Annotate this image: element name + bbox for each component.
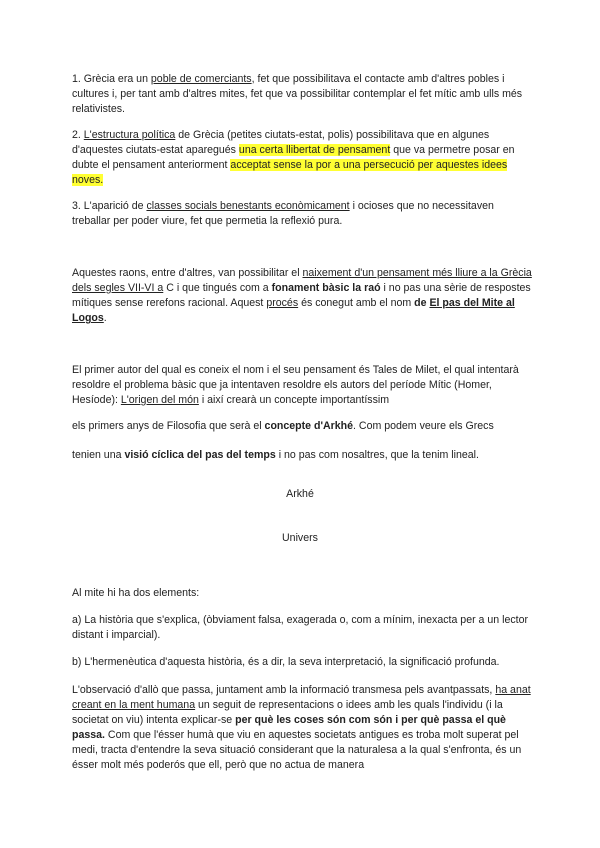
underlined-phrase: ha anat creant en la ment humana	[72, 684, 531, 711]
bold-phrase: fonament bàsic la raó	[271, 282, 381, 294]
bold-underlined-phrase: El pas del Mite al Logos	[72, 297, 515, 324]
paragraph-1: 1. Grècia era un poble de comerciants, fet que possibilitava el contacte amb d'altres pobles i cultures i, per tant amb d'altres mites, fet que va possibilitar contemplar el fet mític amb ulls més relativistes.	[72, 73, 523, 115]
bold-phrase: concepte d'Arkhé	[264, 420, 354, 432]
bold-phrase: per què les coses són com són i per què passa el què passa.	[72, 714, 506, 741]
paragraph-5: El primer autor del qual es coneix el nom i el seu pensament és Tales de Milet, el qual intentarà resoldre el problema bàsic que ja intentaven resoldre els autors del període Mític (Homer, Hesíode): L'origen del món i així crearà un concepte importantíssim	[72, 364, 519, 406]
highlighted-phrase: acceptat sense la por a una persecució per aquestes idees noves.	[72, 159, 508, 186]
highlighted-phrase: una certa llibertat de pensament	[238, 144, 391, 156]
paragraph-8: Al mite hi ha dos elements:	[72, 587, 200, 599]
underlined-phrase: poble de comerciants	[150, 73, 252, 85]
bold-phrase: visió cíclica del pas del temps	[124, 449, 276, 461]
underlined-phrase: naixement d'un pensament més lliure a la Grècia dels segles VII-VI a	[72, 267, 532, 294]
bold-phrase: de	[414, 297, 430, 309]
paragraph-10: b) L'hermenèutica d'aquesta història, és a dir, la seva interpretació, la significació profunda.	[72, 656, 500, 668]
paragraph-2: 2. L'estructura política de Grècia (petites ciutats-estat, polis) possibilitava que en algunes d'aquestes ciutats-estat aparegués una certa llibertat de pensament que va permetre posar en dubte el pensament anteriorment acceptat sense la por a una persecució per aquestes idees noves.	[72, 129, 515, 186]
paragraph-6: els primers anys de Filosofia que serà el concepte d'Arkhé. Com podem veure els Grecs	[72, 420, 494, 432]
paragraph-7: tenien una visió cíclica del pas del temps i no pas com nosaltres, que la tenim lineal.	[72, 449, 479, 461]
label-arkhe: Arkhé	[286, 488, 314, 500]
underlined-phrase: classes socials benestants econòmicament	[146, 200, 350, 212]
paragraph-9: a) La història que s'explica, (òbviament falsa, exagerada o, com a mínim, inexacta per a un lector distant i imparcial).	[72, 614, 529, 641]
label-univers: Univers	[282, 532, 318, 544]
underlined-phrase: L'estructura política	[83, 129, 176, 141]
underlined-phrase: procés	[266, 297, 299, 309]
paragraph-3: 3. L'aparició de classes socials benestants econòmicament i ocioses que no necessitaven treballar per poder viure, fet que permetia la reflexió pura.	[72, 200, 494, 227]
paragraph-11: L'observació d'allò que passa, juntament amb la informació transmesa pels avantpassats, ha anat creant en la ment humana un seguit de representacions o idees amb les quals l'individu (i la societat on viu) intenta explicar-se per què les coses són com són i per què passa el què passa. Com que l'ésser humà que viu en aquestes societats antigues es troba molt superat pel medi, tracta d'entendre la seva situació considerant que la naturalesa a la qual s'enfronta, és un ésser molt més poderós que ell, però que no actua de manera	[72, 684, 531, 771]
underlined-phrase: L'origen del món	[120, 394, 199, 406]
paragraph-4: Aquestes raons, entre d'altres, van possibilitar el naixement d'un pensament més lliure a la Grècia dels segles VII-VI a C i que tingués com a fonament bàsic la raó i no pas una sèrie de respostes mítiques sense rerefons racional. Aquest procés és conegut amb el nom de El pas del Mite al Logos.	[72, 267, 532, 324]
